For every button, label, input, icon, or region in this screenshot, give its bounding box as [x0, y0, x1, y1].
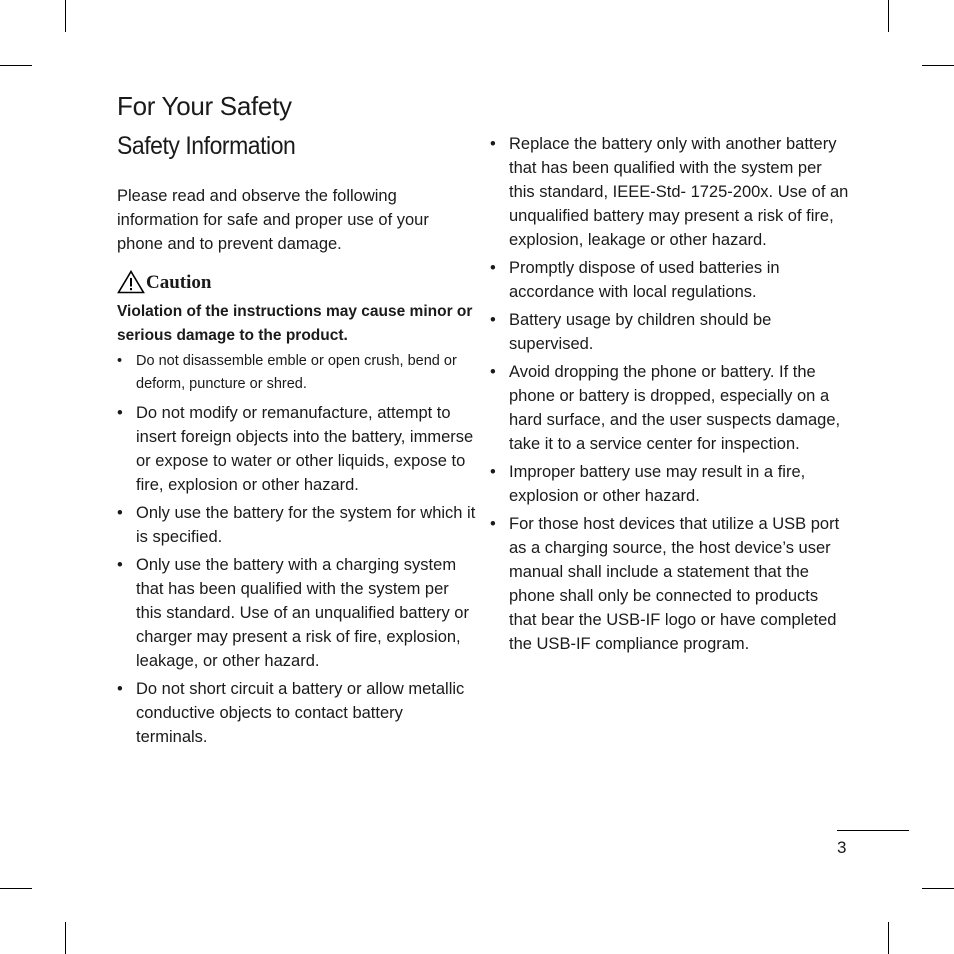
list-item: • Promptly dispose of used batteries in accordance with local regulations.: [490, 256, 850, 304]
crop-mark-top-left: [65, 0, 66, 32]
list-item: • Do not modify or remanufacture, attempt to insert foreign objects into the battery, immerse or expose to water or other liquids, expose to fire, explosion or other hazard.: [117, 401, 477, 497]
intro-paragraph: Please read and observe the following information for safe and proper use of your phone and to prevent damage.: [117, 187, 429, 253]
list-item: • Only use the battery for the system for which it is specified.: [117, 501, 477, 549]
list-item: • For those host devices that utilize a USB port as a charging source, the host device’s user manual shall include a statement that the phone shall only be connected to products that bear the USB-IF logo or have completed the USB-IF compliance program.: [490, 512, 850, 656]
list-item: • Do not disassemble emble or open crush, bend or deform, puncture or shred.: [117, 350, 477, 396]
crop-mark-bottom-right: [888, 922, 889, 954]
bullet-icon: •: [490, 311, 496, 329]
list-item: • Replace the battery only with another battery that has been qualified with the system per this standard, IEEE-Std- 1725-200x. Use of an unqualified battery may present a risk of fire, explosion, leakage or other hazard.: [490, 132, 850, 252]
crop-mark-left-top: [0, 65, 32, 66]
left-bullet-list: [117, 350, 477, 749]
page-title: Safety Information: [117, 132, 296, 160]
bullet-icon: •: [117, 404, 123, 422]
caution-warning: Violation of the instructions may cause minor or serious damage to the product.: [117, 303, 473, 344]
page-number-rule: [837, 830, 909, 831]
list-item: • Battery usage by children should be supervised.: [490, 308, 850, 356]
list-item: • Improper battery use may result in a fire, explosion or other hazard.: [490, 460, 850, 508]
warning-triangle-icon: [117, 270, 145, 294]
caution-heading: [117, 268, 477, 294]
bullet-icon: •: [490, 463, 496, 481]
caution-label: Caution: [146, 272, 212, 293]
bullet-icon: •: [490, 135, 496, 153]
bullet-icon: •: [490, 363, 496, 381]
list-item: • Only use the battery with a charging system that has been qualified with the system per this standard. Use of an unqualified battery or charger may present a risk of fire, explosion, leakage, or other hazard.: [117, 553, 477, 673]
section-title: For Your Safety: [117, 91, 292, 121]
crop-mark-right-bottom: [922, 888, 954, 889]
bullet-icon: •: [117, 556, 123, 574]
crop-mark-top-right: [888, 0, 889, 32]
bullet-icon: •: [117, 504, 123, 522]
list-item: • Avoid dropping the phone or battery. If the phone or battery is dropped, especially on a hard surface, and the user suspects damage, take it to a service center for inspection.: [490, 360, 850, 456]
right-column: [490, 132, 850, 660]
right-bullet-list: [490, 132, 850, 656]
crop-mark-left-bottom: [0, 888, 32, 889]
bullet-icon: •: [490, 259, 496, 277]
crop-mark-bottom-left: [65, 922, 66, 954]
crop-mark-right-top: [922, 65, 954, 66]
page-number: 3: [837, 838, 847, 857]
bullet-icon: •: [117, 680, 123, 698]
bullet-icon: •: [117, 353, 123, 369]
left-column: [117, 88, 477, 753]
bullet-icon: •: [490, 515, 496, 533]
list-item: • Do not short circuit a battery or allow metallic conductive objects to contact battery terminals.: [117, 677, 477, 749]
